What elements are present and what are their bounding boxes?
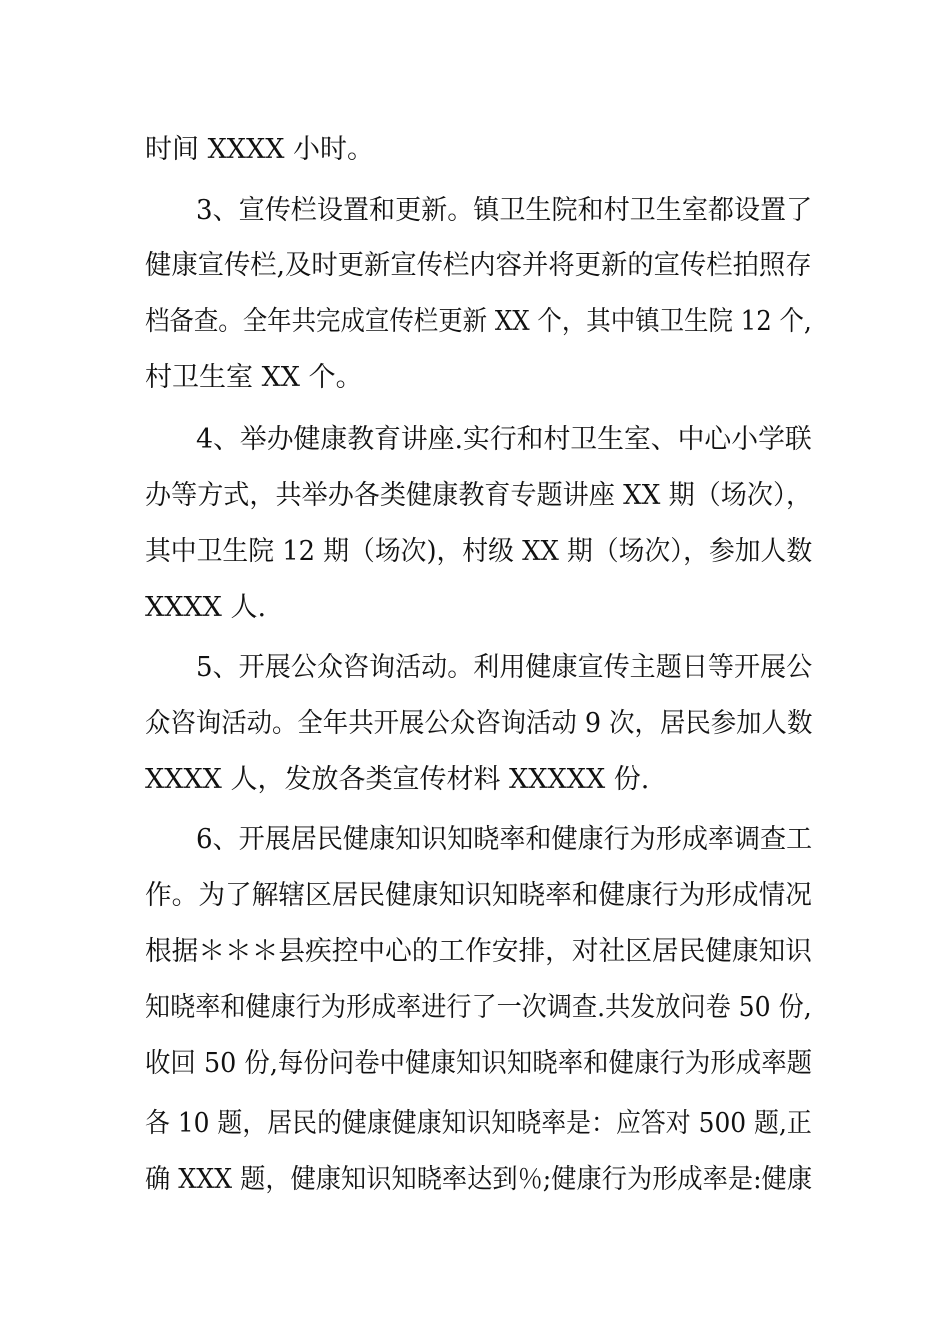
text-line: 村卫生室 XX 个。 (145, 362, 363, 393)
text-line: 各 10 题，居民的健康健康知识知晓率是：应答对 500 题,正 (145, 1108, 812, 1139)
text-line: XXXX 人. (145, 592, 267, 623)
text-line: 健康宣传栏,及时更新宣传栏内容并将更新的宣传栏拍照存 (145, 250, 812, 281)
text-line: 确 XXX 题，健康知识知晓率达到％;健康行为形成率是:健康 (145, 1164, 813, 1195)
text-line: 3、宣传栏设置和更新。镇卫生院和村卫生室都设置了 (196, 195, 813, 226)
text-line: 5、开展公众咨询活动。利用健康宣传主题日等开展公 (196, 652, 813, 683)
text-line: 其中卫生院 12 期（场次)，村级 XX 期（场次），参加人数 (145, 536, 813, 567)
text-line: 档备查。全年共完成宣传栏更新 XX 个，其中镇卫生院 12 个, (145, 306, 812, 337)
text-line: 6、开展居民健康知识知晓率和健康行为形成率调查工 (196, 824, 813, 855)
text-line: 知晓率和健康行为形成率进行了一次调查.共发放问卷 50 份, (145, 992, 812, 1023)
text-line: 众咨询活动。全年共开展公众咨询活动 9 次，居民参加人数 (145, 708, 813, 739)
text-line: 时间 XXXX 小时。 (145, 134, 375, 165)
text-line: 办等方式，共举办各类健康教育专题讲座 XX 期（场次）， (145, 480, 813, 511)
text-line: 4、举办健康教育讲座.实行和村卫生室、中心小学联 (196, 424, 812, 455)
text-line: 作。为了解辖区居民健康知识知晓率和健康行为形成情况 (145, 880, 812, 911)
text-line: XXXX 人，发放各类宣传材料 XXXXX 份. (145, 764, 650, 795)
text-line: 收回 50 份,每份问卷中健康知识知晓率和健康行为形成率题 (145, 1048, 813, 1079)
text-line: 根据＊＊＊县疾控中心的工作安排，对社区居民健康知识 (145, 936, 812, 967)
